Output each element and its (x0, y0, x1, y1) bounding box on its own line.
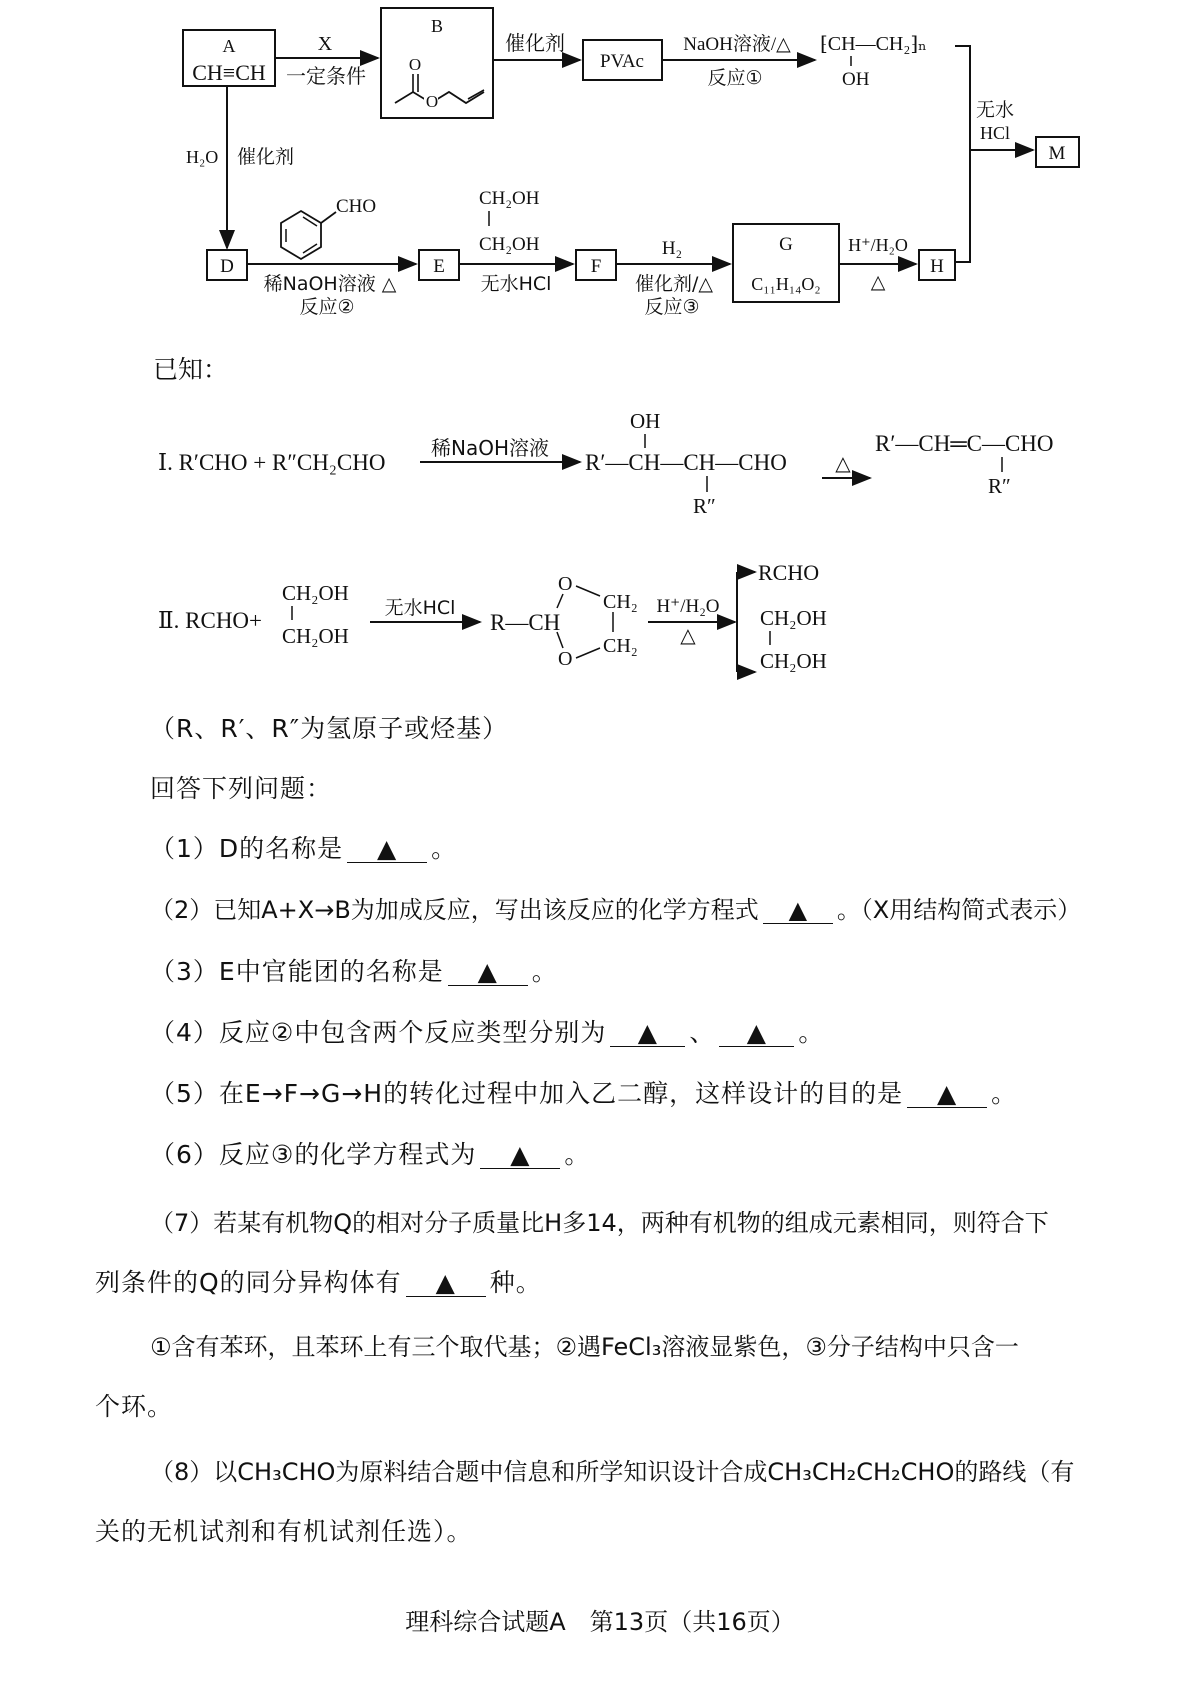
answer-blank: ▲ (610, 1020, 685, 1047)
rxn1-intermediate: R′—CH—CH—CHO (585, 450, 787, 475)
rxn2-product-glycol-top: CH₂OH (760, 606, 827, 630)
svg-text:O: O (425, 92, 439, 111)
hcl-label: HCl (979, 123, 1011, 143)
rxn1-product-R: R″ (988, 474, 1011, 498)
question-2: （2）已知A+X→B为加成反应，写出该反应的化学方程式 ▲ 。（X用结构简式表示） (150, 896, 1082, 924)
question-7-line-2: 列条件的Q的同分异构体有 ▲ 种。 (95, 1268, 542, 1297)
rxn2-glycol-bottom: CH₂OH (282, 624, 349, 648)
rxn1-intermediate-R: R″ (693, 494, 716, 518)
label-M: M (1048, 143, 1066, 164)
rxn1-OH: OH (630, 409, 661, 433)
label-D: D (220, 256, 234, 277)
catalyst-2: 催化剂 (237, 146, 295, 168)
condition-dilute-naoh: 稀NaOH溶液 △ (263, 273, 397, 295)
acetylene-formula: CH≡CH (192, 60, 266, 85)
anhydrous-label: 无水 (975, 99, 1015, 121)
benzaldehyde-structure (281, 211, 336, 259)
vinyl-acetate-structure (395, 55, 484, 111)
svg-text:O: O (408, 55, 422, 74)
aldehyde-CHO: CHO (336, 196, 377, 217)
answer-blank: ▲ (907, 1081, 987, 1108)
label-G: G (779, 234, 793, 255)
answer-blank: ▲ (719, 1020, 794, 1047)
rxn2-CH2-bottom: CH₂ (603, 635, 638, 657)
question-7-line-1: （7）若某有机物Q的相对分子质量比H多14，两种有机物的组成元素相同，则符合下 (150, 1209, 1049, 1237)
answer-blank: ▲ (406, 1270, 486, 1297)
known-heading: 已知： (153, 355, 229, 384)
question-7-conditions: ①含有苯环，且苯环上有三个取代基；②遇FeCl₃溶液显紫色，③分子结构中只含一 (150, 1333, 1019, 1361)
water-label: H₂O (186, 147, 219, 167)
condition-anhydrous-hcl: 无水HCl (480, 273, 552, 295)
polymer-OH: OH (842, 69, 870, 90)
catalyst-3: 催化剂/△ (634, 273, 714, 295)
glycol-bottom: CH₂OH (479, 234, 540, 255)
question-3: （3）E中官能团的名称是 ▲ 。 (150, 957, 558, 986)
answer-blank: ▲ (763, 897, 833, 924)
hydrogen-label: H₂ (661, 238, 683, 259)
rxn2-O-bottom: O (558, 648, 573, 670)
rxn2-condition: 无水HCl (384, 597, 456, 619)
rxn1-heat: △ (835, 453, 851, 475)
rxn2-product-glycol-bottom: CH₂OH (760, 649, 827, 673)
label-A: A (222, 36, 236, 56)
rxn2-glycol-top: CH₂OH (282, 581, 349, 605)
rxn2-heat: △ (680, 625, 696, 647)
rxn1-product: R′—CH═C—CHO (875, 431, 1054, 456)
label-B: B (430, 16, 444, 36)
label-F: F (590, 256, 602, 277)
known-reactions (0, 400, 1200, 730)
page-footer: 理科综合试题A 第13页（共16页） (405, 1608, 795, 1636)
label-H: H (930, 256, 944, 277)
reaction-2-label: 反应② (299, 296, 355, 318)
rxn2-condition-2: H⁺/H₂O (656, 596, 720, 617)
condition-naoh: NaOH溶液/△ (683, 34, 791, 55)
known-note: （R、R′、R″为氢原子或烃基） (150, 714, 509, 743)
question-4: （4）反应②中包含两个反应类型分别为 ▲ 、 ▲ 。 (150, 1018, 825, 1047)
reaction-1-label: 反应① (707, 67, 763, 89)
reaction-3-label: 反应③ (644, 296, 700, 318)
rxn1-condition: 稀NaOH溶液 (431, 436, 549, 460)
rxn2-product-aldehyde: RCHO (758, 560, 820, 585)
answer-blank: ▲ (347, 836, 427, 863)
label-E: E (433, 256, 445, 277)
question-7-conditions-cont: 个环。 (95, 1392, 174, 1421)
polyvinyl-alcohol: ⁅CH—CH₂⁆ₙ (820, 33, 927, 55)
glycol-top: CH₂OH (479, 188, 540, 209)
G-formula: C₁₁H₁₄O₂ (751, 274, 821, 294)
question-5: （5）在E→F→G→H的转化过程中加入乙二醇，这样设计的目的是 ▲ 。 (150, 1079, 1018, 1108)
synthesis-scheme (0, 0, 1200, 330)
question-1: （1）D的名称是 ▲ 。 (150, 834, 458, 863)
rxn2-CH2-top: CH₂ (603, 591, 638, 613)
answer-blank: ▲ (480, 1142, 560, 1169)
reagent-X: X (317, 33, 333, 55)
label-PVAc: PVAc (600, 51, 644, 72)
questions-intro: 回答下列问题： (150, 774, 333, 803)
catalyst-1: 催化剂 (505, 31, 565, 55)
rxn2-R-CH: R—CH (490, 610, 561, 635)
rxn2-O-top: O (558, 573, 573, 595)
answer-blank: ▲ (448, 959, 528, 986)
question-8-line-2: 关的无机试剂和有机试剂任选）。 (95, 1517, 473, 1546)
heat-label: △ (870, 272, 886, 293)
acid-water-label: H⁺/H₂O (848, 235, 908, 255)
rxn1-reactants: Ⅰ. R′CHO + R″CH₂CHO (158, 450, 386, 475)
question-6: （6）反应③的化学方程式为 ▲ 。 (150, 1140, 591, 1169)
condition-certain: 一定条件 (286, 64, 366, 88)
question-8-line-1: （8）以CH₃CHO为原料结合题中信息和所学知识设计合成CH₃CH₂CH₂CHO的路线（有 (150, 1458, 1075, 1486)
rxn2-reactant: Ⅱ. RCHO+ (158, 608, 263, 633)
